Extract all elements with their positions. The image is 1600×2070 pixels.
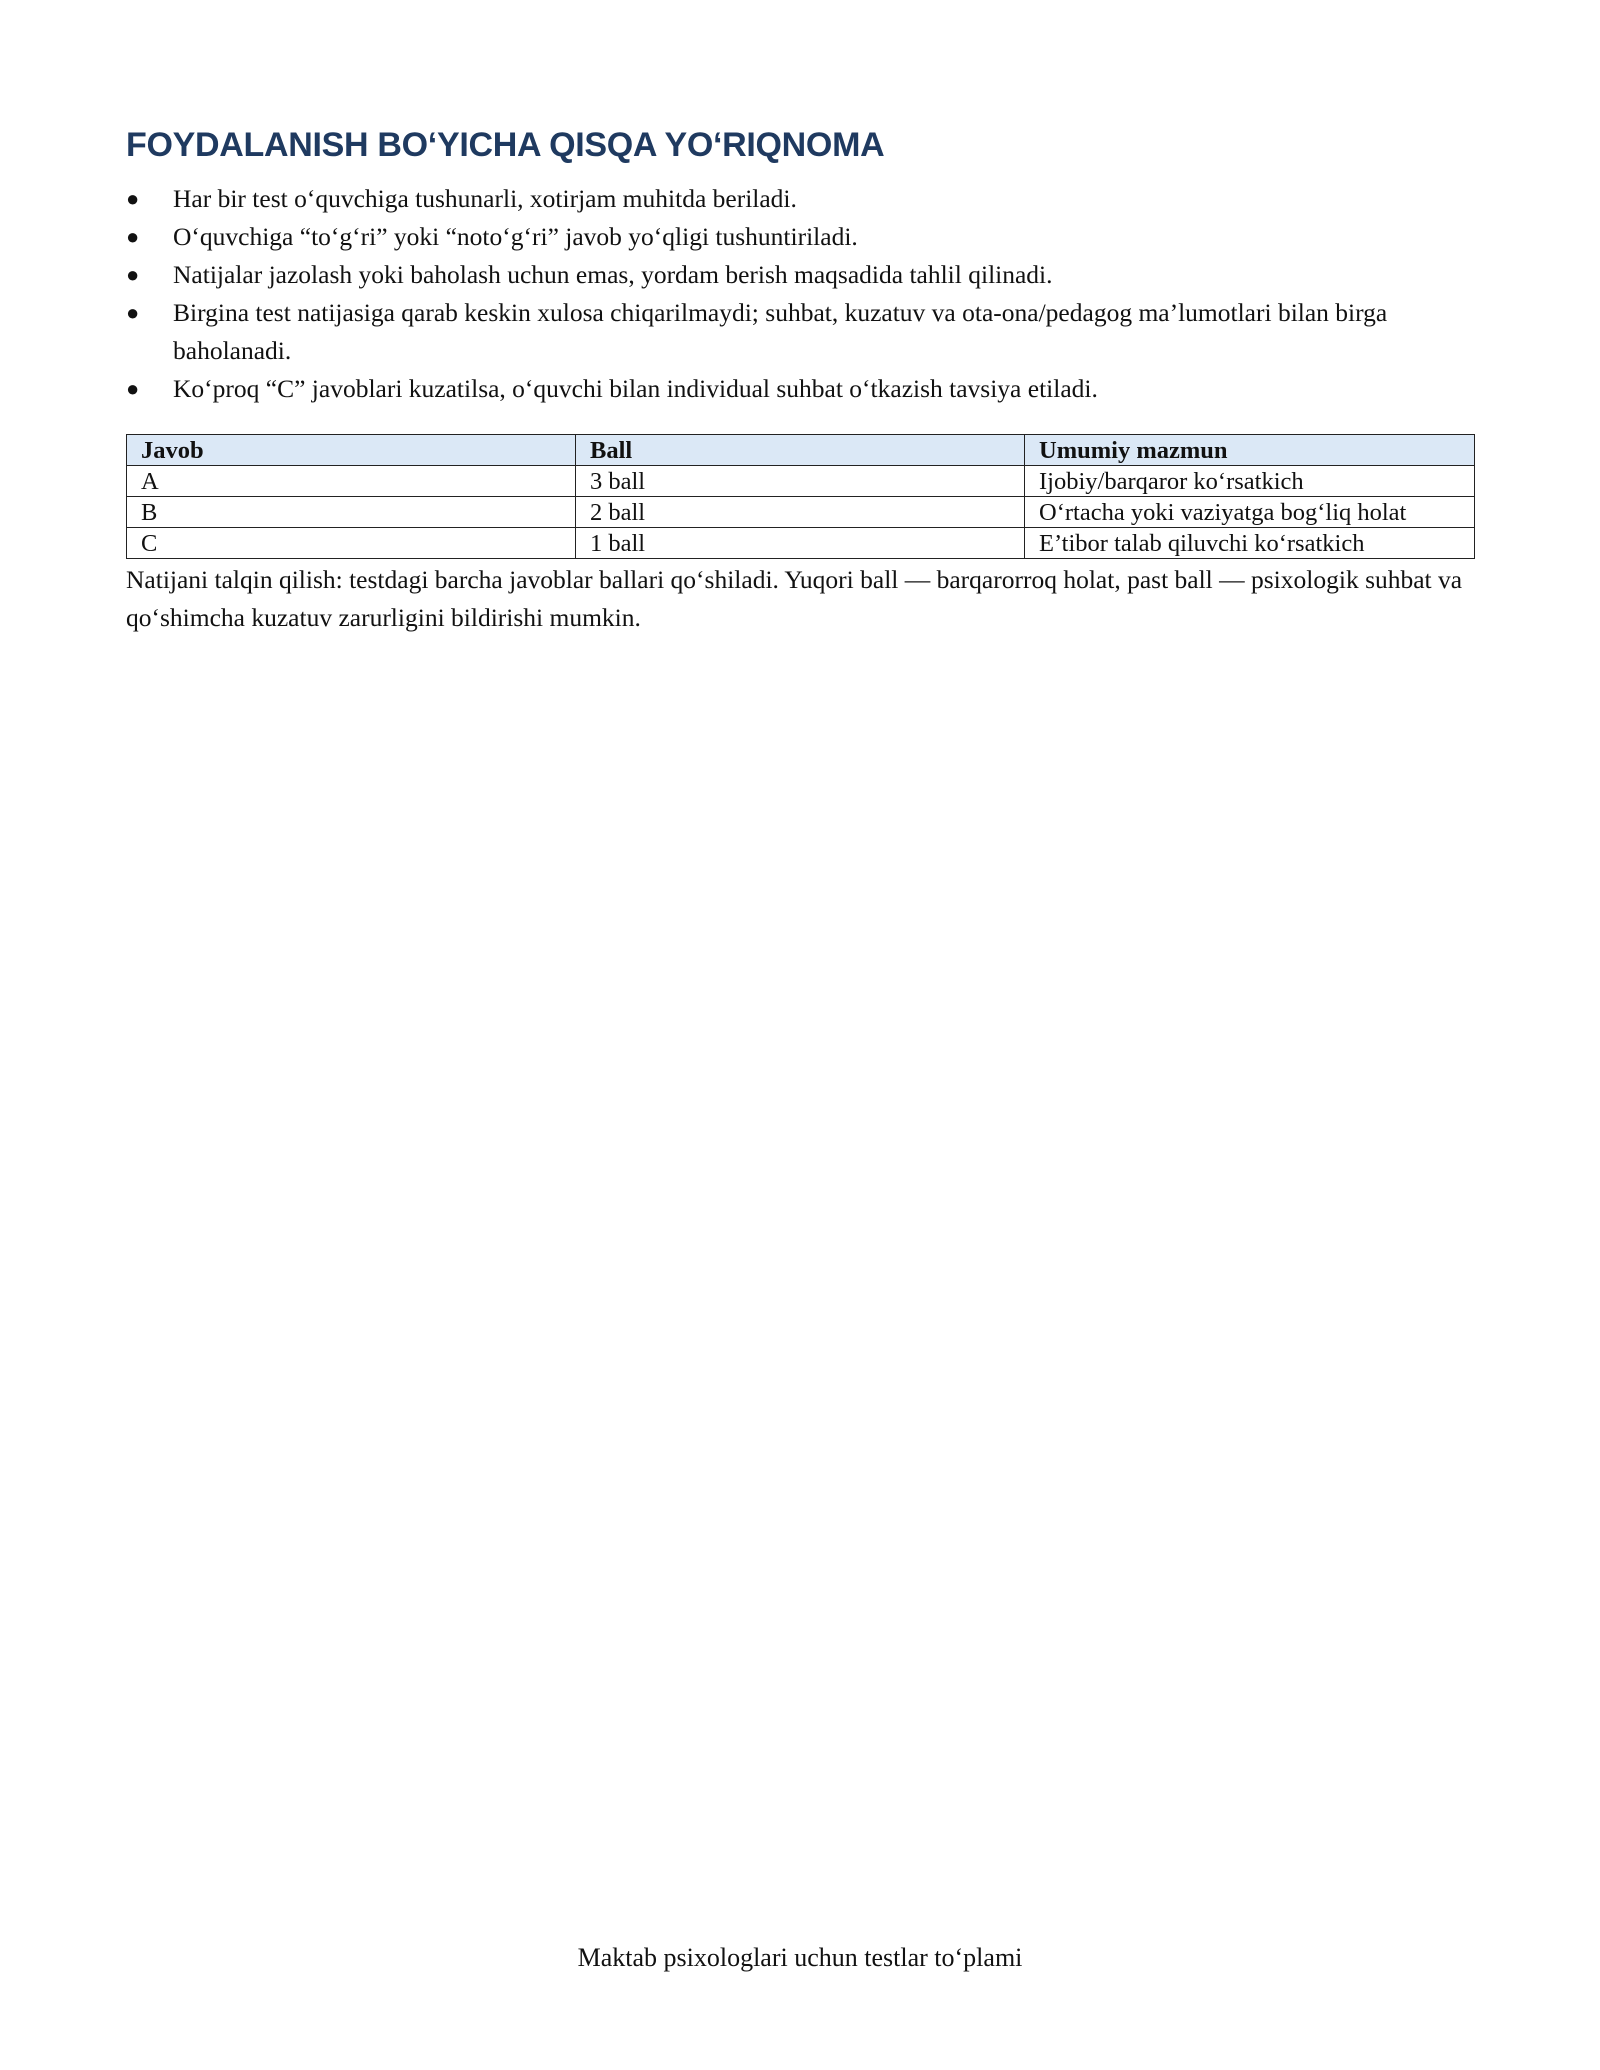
column-header-score: Ball (576, 435, 1025, 466)
list-item-text: Natijalar jazolash yoki baholash uchun emas, yordam berish maqsadida tahlil qilinadi. (173, 260, 1053, 289)
interpretation-paragraph: Natijani talqin qilish: testdagi barcha javoblar ballari qo‘shiladi. Yuqori ball — barqarorroq holat, past ball — psixologik suhbat va qo‘shimcha kuzatuv zarurligini bildirishi mumkin. (126, 565, 1463, 632)
table-cell: A (127, 466, 576, 497)
document-page (126, 120, 1474, 637)
table-cell: 2 ball (576, 497, 1025, 528)
list-item (126, 370, 1474, 408)
list-item-text: Ko‘proq “C” javoblari kuzatilsa, o‘quvchi bilan individual suhbat o‘tkazish tavsiya etiladi. (173, 374, 1098, 403)
column-header-answer: Javob (127, 435, 576, 466)
list-item (126, 218, 1474, 256)
table-row (127, 466, 1475, 497)
table-header-row (127, 435, 1475, 466)
score-table (126, 434, 1475, 559)
table-cell: B (127, 497, 576, 528)
table-cell: O‘rtacha yoki vaziyatga bog‘liq holat (1025, 497, 1475, 528)
table-cell: C (127, 528, 576, 559)
table-row (127, 497, 1475, 528)
list-item (126, 256, 1474, 294)
page-heading: FOYDALANISH BO‘YICHA QISQA YO‘RIQNOMA (126, 126, 885, 164)
table-row (127, 528, 1475, 559)
list-item-text: Har bir test o‘quvchiga tushunarli, xotirjam muhitda beriladi. (173, 184, 797, 213)
bullet-icon: ● (126, 224, 140, 249)
column-header-meaning: Umumiy mazmun (1025, 435, 1475, 466)
table-cell: 1 ball (576, 528, 1025, 559)
list-item (126, 294, 1474, 370)
list-item-text: Birgina test natijasiga qarab keskin xulosa chiqarilmaydi; suhbat, kuzatuv va ota-ona/pedagog ma’lumotlari bilan birga baholanadi. (173, 298, 1388, 365)
list-item (126, 180, 1474, 218)
bullet-icon: ● (126, 186, 140, 211)
page-footer: Maktab psixologlari uchun testlar to‘plami (577, 1943, 1023, 1972)
list-item-text: O‘quvchiga “to‘g‘ri” yoki “noto‘g‘ri” javob yo‘qligi tushuntiriladi. (173, 222, 858, 251)
bullet-icon: ● (126, 376, 140, 401)
table-cell: Ijobiy/barqaror ko‘rsatkich (1025, 466, 1475, 497)
table-cell: 3 ball (576, 466, 1025, 497)
bullet-icon: ● (126, 262, 140, 287)
instructions-list (126, 180, 1474, 408)
table-cell: E’tibor talab qiluvchi ko‘rsatkich (1025, 528, 1475, 559)
bullet-icon: ● (126, 300, 140, 325)
